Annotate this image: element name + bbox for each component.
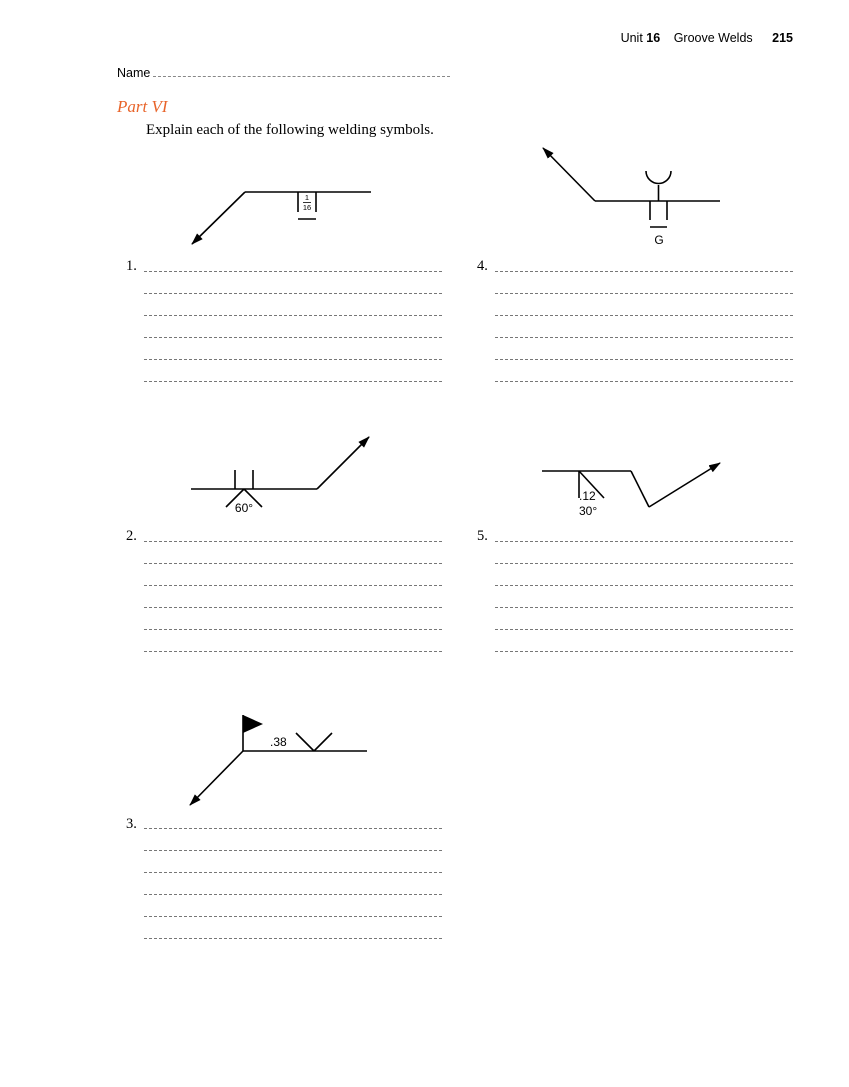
answer-line[interactable] xyxy=(144,315,442,316)
field-weld-flag-icon xyxy=(243,715,263,733)
answer-line[interactable] xyxy=(495,651,793,652)
symbol-4-finish-letter: G xyxy=(654,233,664,247)
answer-line[interactable] xyxy=(495,315,793,316)
answer-line[interactable] xyxy=(144,607,442,608)
answer-line[interactable] xyxy=(495,381,793,382)
unit-number: 16 xyxy=(646,31,661,45)
page-number: 215 xyxy=(772,31,793,45)
symbol-5-root-opening: .12 xyxy=(579,489,596,503)
answer-line[interactable] xyxy=(495,337,793,338)
symbol-5-groove-angle: 30° xyxy=(579,504,598,518)
answer-line[interactable] xyxy=(144,585,442,586)
question-2-number: 2. xyxy=(126,528,137,544)
symbol-1-denominator: 16 xyxy=(302,203,312,212)
answer-line[interactable] xyxy=(144,541,442,542)
answer-line[interactable] xyxy=(144,938,442,939)
answer-line[interactable] xyxy=(144,894,442,895)
answer-line[interactable] xyxy=(495,293,793,294)
question-5-number: 5. xyxy=(477,528,488,544)
symbol-4-graphic xyxy=(543,148,720,227)
symbol-2-graphic xyxy=(191,437,369,507)
answer-line[interactable] xyxy=(495,585,793,586)
symbol-3-size: .38 xyxy=(270,735,287,749)
unit-label: Unit xyxy=(620,31,643,45)
question-1-number: 1. xyxy=(126,258,137,274)
answer-line[interactable] xyxy=(144,293,442,294)
answer-line[interactable] xyxy=(144,872,442,873)
answer-line[interactable] xyxy=(495,629,793,630)
answer-line[interactable] xyxy=(144,563,442,564)
answer-line[interactable] xyxy=(495,271,793,272)
answer-line[interactable] xyxy=(144,359,442,360)
answer-line[interactable] xyxy=(144,828,442,829)
section-title: Part VI xyxy=(117,97,168,116)
answer-line[interactable] xyxy=(144,271,442,272)
answer-line[interactable] xyxy=(144,629,442,630)
answer-line[interactable] xyxy=(495,359,793,360)
answer-line[interactable] xyxy=(495,541,793,542)
answer-line[interactable] xyxy=(144,850,442,851)
question-4-number: 4. xyxy=(477,258,488,274)
question-3-number: 3. xyxy=(126,816,137,832)
answer-line[interactable] xyxy=(144,916,442,917)
answer-line[interactable] xyxy=(144,651,442,652)
symbol-1-numerator: 1 xyxy=(304,193,310,202)
chapter-title: Groove Welds xyxy=(673,31,753,45)
symbol-5-graphic xyxy=(542,463,720,507)
answer-line[interactable] xyxy=(495,607,793,608)
symbol-1-graphic xyxy=(192,192,371,244)
instructions: Explain each of the following welding symbols. xyxy=(146,122,434,138)
name-label: Name xyxy=(117,66,151,80)
answer-line[interactable] xyxy=(144,337,442,338)
answer-line[interactable] xyxy=(495,563,793,564)
answer-line[interactable] xyxy=(144,381,442,382)
symbol-3-graphic xyxy=(190,715,367,805)
symbol-2-groove-angle: 60° xyxy=(234,501,254,515)
